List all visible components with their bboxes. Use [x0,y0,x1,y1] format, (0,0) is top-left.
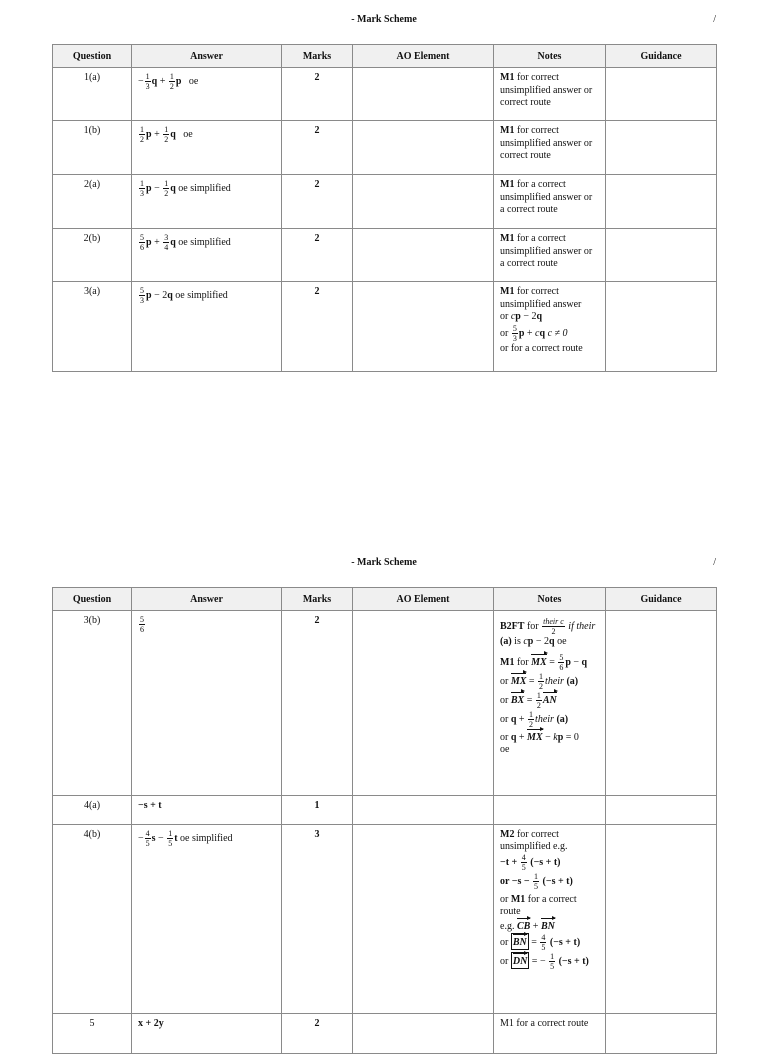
answer-cell: $\frac{5}{3}$ p − 2q oe simplified [132,282,282,372]
notes-cell: M2 for correct unsimplified e.g. −t + $\frac{4}{5}$ (−s + t) or −s − $\frac{1}{5}$ (−s + t) or M1 for a correct route e.g. CB + BN or BN = $\frac{4}{5}$ (−s + t) or DN = − $\frac{1}{5}$ (−s + t) [494,825,606,1014]
marks-cell: 2 [282,282,353,372]
col-notes: Notes [494,45,606,68]
col-question: Question [53,588,132,611]
guidance-cell [606,175,717,229]
answer-cell: $\frac{1}{2}$ p + $\frac{1}{2}$ q oe [132,121,282,175]
col-guidance: Guidance [606,45,717,68]
question-cell: 3(b) [53,611,132,796]
page-header [0,543,768,568]
header-title: - Mark Scheme [351,557,417,568]
marks-cell: 1 [282,796,353,825]
notes-cell: M1 for a correct unsimplified answer or a correct route [494,229,606,282]
guidance-cell [606,796,717,825]
header-title: - Mark Scheme [351,14,417,25]
marks-cell: 2 [282,1014,353,1054]
table-row [53,825,717,1014]
notes-cell: M1 for correct unsimplified answer or correct route [494,121,606,175]
table-row [53,796,717,825]
marks-cell: 3 [282,825,353,1014]
answer-cell: $\frac{1}{3}$ p − $\frac{1}{2}$ q oe simplified [132,175,282,229]
table-row [53,229,717,282]
col-marks: Marks [282,588,353,611]
col-answer: Answer [132,588,282,611]
table-row [53,1014,717,1054]
page-header [0,0,768,25]
col-answer: Answer [132,45,282,68]
guidance-cell [606,229,717,282]
ao-cell [353,1014,494,1054]
marks-cell: 2 [282,229,353,282]
col-guidance: Guidance [606,588,717,611]
table-row [53,121,717,175]
question-cell: 3(a) [53,282,132,372]
header-slash: / [713,557,716,568]
answer-cell: − $\frac{4}{5}$ s − $\frac{1}{5}$ t oe simplified [132,825,282,1014]
ao-cell [353,282,494,372]
marks-cell: 2 [282,175,353,229]
question-cell: 1(b) [53,121,132,175]
marks-cell: 2 [282,121,353,175]
notes-cell: M1 for correct unsimplified answer or cp − 2q or $\frac{5}{3}$ p + cq c ≠ 0 or for a correct route [494,282,606,372]
question-cell: 4(b) [53,825,132,1014]
mark-scheme-table [52,44,717,372]
question-cell: 2(b) [53,229,132,282]
header-row [53,45,717,68]
marks-cell: 2 [282,68,353,121]
notes-cell [494,796,606,825]
guidance-cell [606,1014,717,1054]
col-ao-element: AO Element [353,45,494,68]
guidance-cell [606,282,717,372]
guidance-cell [606,611,717,796]
answer-cell: $\frac{5}{6}$ [132,611,282,796]
notes-cell: M1 for correct unsimplified answer or correct route [494,68,606,121]
header-slash: / [713,14,716,25]
answer-cell: − $\frac{1}{3}$ q + $\frac{1}{2}$ p oe [132,68,282,121]
ao-cell [353,611,494,796]
answer-cell: x + 2y [132,1014,282,1054]
question-cell: 1(a) [53,68,132,121]
table-row [53,282,717,372]
col-question: Question [53,45,132,68]
table-row [53,68,717,121]
question-cell: 4(a) [53,796,132,825]
ao-cell [353,796,494,825]
answer-cell: $\frac{5}{6}$ p + $\frac{3}{4}$ q oe simplified [132,229,282,282]
page-1 [0,0,768,354]
header-row [53,588,717,611]
notes-cell: M1 for a correct route [494,1014,606,1054]
table-row [53,611,717,796]
guidance-cell [606,68,717,121]
guidance-cell [606,121,717,175]
ao-cell [353,175,494,229]
ao-cell [353,229,494,282]
col-ao-element: AO Element [353,588,494,611]
ao-cell [353,68,494,121]
col-notes: Notes [494,588,606,611]
notes-cell: M1 for a correct unsimplified answer or a correct route [494,175,606,229]
notes-cell: B2FT for $\frac{\text{their c}}{2}$ if their (a) is cp − 2q oe M1 for MX = $\frac{5}{6}$ p − q or MX = $\frac{1}{2}$ their (a) or BX = $\frac{1}{2}$ AN or q + $\frac{1}{2}$ their (a) or q + MX − kp = 0 oe [494,611,606,796]
ao-cell [353,825,494,1014]
question-cell: 2(a) [53,175,132,229]
question-cell: 5 [53,1014,132,1054]
page-2 [0,543,768,1029]
answer-cell: −s + t [132,796,282,825]
table-row [53,175,717,229]
guidance-cell [606,825,717,1014]
ao-cell [353,121,494,175]
mark-scheme-table [52,587,717,1054]
col-marks: Marks [282,45,353,68]
marks-cell: 2 [282,611,353,796]
